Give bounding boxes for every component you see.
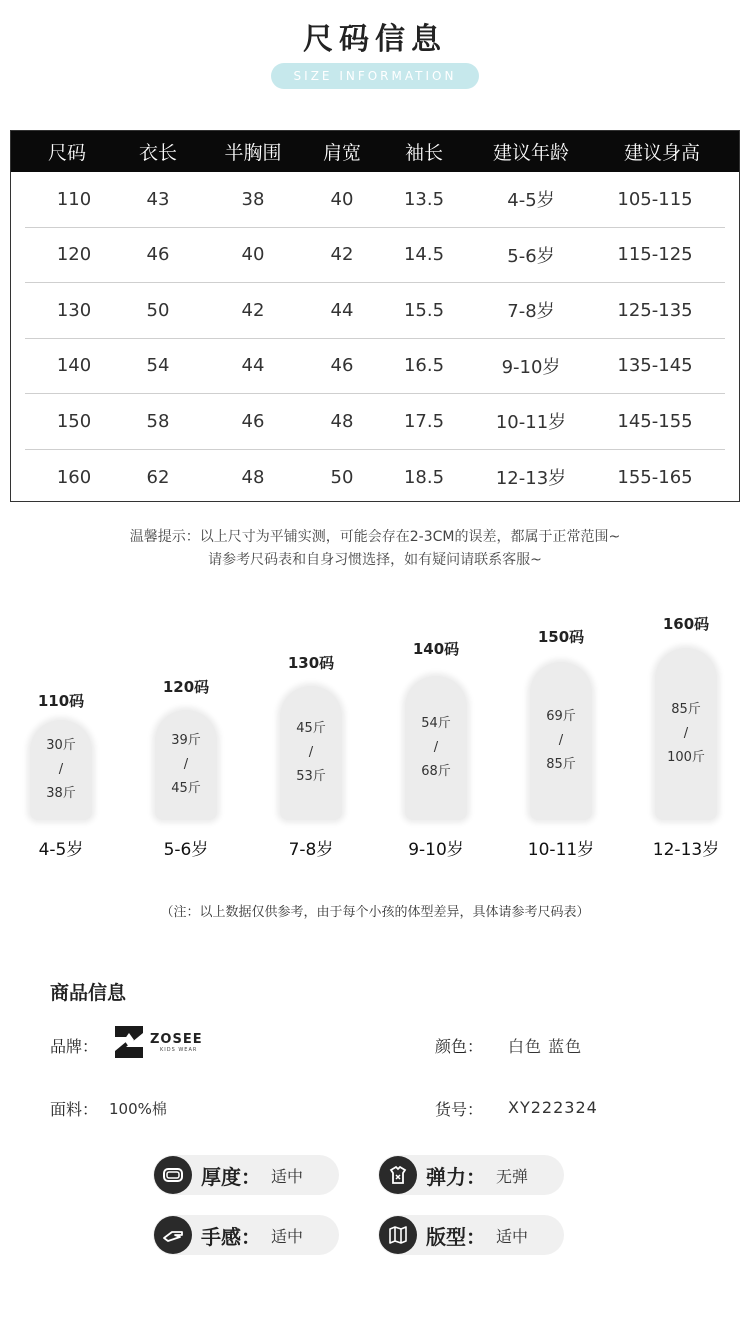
attribute-value: 适中 — [271, 1226, 304, 1246]
attribute-thickness — [153, 1155, 339, 1195]
fabric-label: 面料： — [50, 1100, 99, 1119]
subtitle-badge: SIZE INFORMATION — [271, 63, 479, 89]
thickness-icon — [154, 1156, 192, 1194]
page-title: 尺码信息 — [303, 22, 447, 57]
attribute-name: 弹力： — [426, 1164, 486, 1189]
weight-value: 100斤 — [667, 750, 705, 765]
attribute-value: 适中 — [271, 1166, 304, 1186]
column-header: 半胸围 — [224, 142, 282, 164]
elasticity-icon — [379, 1156, 417, 1194]
size-label: 160码 — [662, 615, 710, 633]
brand-subtitle: KIDS WEAR — [160, 1046, 198, 1053]
attribute-feel — [153, 1215, 339, 1255]
column-header: 衣长 — [138, 142, 177, 164]
weight-separator: / — [683, 726, 689, 741]
table-cell: 46 — [146, 244, 170, 266]
feel-icon — [154, 1216, 192, 1254]
table-cell: 46 — [330, 355, 354, 377]
column-header: 肩宽 — [322, 142, 361, 164]
attribute-elasticity — [378, 1155, 564, 1195]
table-row — [25, 283, 725, 339]
weight-value: 69斤 — [546, 709, 576, 724]
zosee-logo-icon — [112, 1023, 146, 1061]
column-header: 建议年龄 — [492, 142, 569, 164]
column-header: 袖长 — [404, 142, 443, 164]
table-cell: 105-115 — [617, 188, 693, 210]
sku-value: XY222324 — [508, 1098, 598, 1117]
table-cell: 135-145 — [617, 355, 693, 377]
table-cell: 42 — [241, 299, 265, 321]
table-cell: 16.5 — [403, 355, 445, 377]
size-table — [10, 130, 740, 502]
table-row — [25, 339, 725, 395]
table-cell: 48 — [241, 466, 265, 488]
weight-value: 53斤 — [296, 769, 326, 784]
age-label: 7-8岁 — [288, 840, 334, 860]
color-label: 颜色： — [435, 1037, 484, 1056]
fit-icon — [379, 1216, 417, 1254]
weight-separator: / — [433, 740, 439, 755]
table-cell: 4-5岁 — [507, 190, 555, 212]
size-label: 110码 — [37, 692, 85, 710]
brand-label: 品牌： — [50, 1037, 99, 1056]
table-cell: 150 — [56, 410, 92, 432]
table-cell: 50 — [330, 466, 354, 488]
table-cell: 5-6岁 — [507, 245, 555, 267]
size-label: 120码 — [162, 678, 210, 696]
table-cell: 40 — [241, 244, 265, 266]
table-row — [25, 394, 725, 450]
table-cell: 58 — [146, 410, 170, 432]
age-label: 5-6岁 — [163, 840, 209, 860]
attribute-name: 手感： — [201, 1224, 261, 1249]
weight-value: 85斤 — [546, 757, 576, 772]
product-info-heading: 商品信息 — [50, 982, 127, 1004]
table-cell: 43 — [146, 188, 170, 210]
table-cell: 130 — [56, 299, 92, 321]
column-header: 建议身高 — [623, 142, 700, 164]
table-cell: 12-13岁 — [495, 468, 567, 490]
table-cell: 62 — [146, 466, 170, 488]
table-row — [25, 450, 725, 506]
weight-separator: / — [183, 757, 189, 772]
size-label: 130码 — [287, 654, 335, 672]
table-cell: 48 — [330, 410, 354, 432]
table-cell: 17.5 — [403, 410, 445, 432]
table-row — [25, 228, 725, 284]
size-label: 140码 — [412, 640, 460, 658]
table-row — [25, 172, 725, 228]
weight-value: 54斤 — [421, 716, 451, 731]
tip-line-2: 请参考尺码表和自身习惯选择，如有疑问请联系客服~ — [208, 552, 542, 568]
table-cell: 44 — [330, 299, 354, 321]
table-cell: 125-135 — [617, 299, 693, 321]
table-cell: 140 — [56, 355, 92, 377]
brand-name: ZOSEE — [150, 1031, 203, 1047]
size-table-body — [11, 172, 739, 505]
tip-line-1: 温馨提示：以上尺寸为平铺实测，可能会存在2-3CM的误差，都属于正常范围~ — [129, 529, 621, 545]
size-label: 150码 — [537, 628, 585, 646]
table-cell: 160 — [56, 466, 92, 488]
color-value: 白色 蓝色 — [508, 1037, 583, 1056]
table-cell: 38 — [241, 188, 265, 210]
weight-value: 39斤 — [171, 733, 201, 748]
weight-separator: / — [308, 745, 314, 760]
brand-logo — [112, 1023, 203, 1061]
weight-value: 30斤 — [46, 738, 76, 753]
table-cell: 46 — [241, 410, 265, 432]
age-label: 9-10岁 — [408, 840, 464, 860]
table-cell: 115-125 — [617, 244, 693, 266]
weight-separator: / — [558, 733, 564, 748]
attribute-value: 无弹 — [496, 1166, 529, 1186]
weight-value: 38斤 — [46, 786, 76, 801]
table-cell: 42 — [330, 244, 354, 266]
table-cell: 14.5 — [403, 244, 445, 266]
weight-value: 45斤 — [296, 721, 326, 736]
size-reference-chart — [0, 600, 750, 870]
table-cell: 120 — [56, 244, 92, 266]
table-cell: 9-10岁 — [501, 356, 561, 378]
table-cell: 44 — [241, 355, 265, 377]
sku-label: 货号： — [435, 1100, 484, 1119]
table-cell: 40 — [330, 188, 354, 210]
fabric-value: 100%棉 — [109, 1100, 167, 1118]
table-cell: 15.5 — [403, 299, 445, 321]
table-cell: 110 — [56, 188, 92, 210]
table-cell: 145-155 — [617, 410, 693, 432]
table-cell: 50 — [146, 299, 170, 321]
attribute-name: 版型： — [426, 1224, 486, 1249]
table-cell: 13.5 — [403, 188, 445, 210]
table-cell: 7-8岁 — [507, 301, 555, 323]
attribute-name: 厚度： — [201, 1164, 261, 1189]
table-cell: 54 — [146, 355, 170, 377]
weight-separator: / — [58, 762, 64, 777]
table-cell: 10-11岁 — [495, 412, 567, 434]
attribute-fit — [378, 1215, 564, 1255]
table-cell: 18.5 — [403, 466, 445, 488]
age-label: 10-11岁 — [527, 840, 595, 860]
weight-value: 45斤 — [171, 781, 201, 796]
table-cell: 155-165 — [617, 466, 693, 488]
age-label: 4-5岁 — [38, 840, 84, 860]
weight-value: 85斤 — [671, 702, 701, 717]
weight-value: 68斤 — [421, 764, 451, 779]
reference-note: （注：以上数据仅供参考，由于每个小孩的体型差异，具体请参考尺码表） — [160, 905, 590, 920]
column-header: 尺码 — [47, 142, 86, 164]
size-table-header — [11, 131, 739, 172]
attribute-value: 适中 — [496, 1226, 529, 1246]
age-label: 12-13岁 — [652, 840, 720, 860]
